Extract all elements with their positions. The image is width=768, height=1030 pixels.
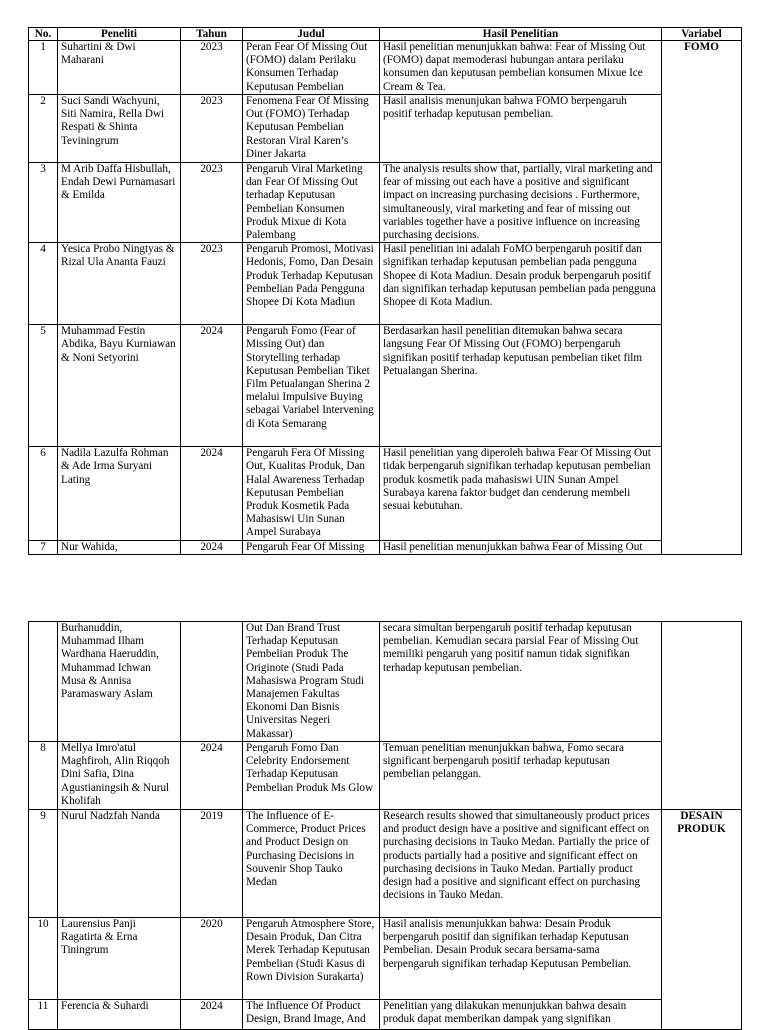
cell-tahun: 2023 xyxy=(181,41,243,95)
cell-peneliti: Burhanuddin, Muhammad Ilham Wardhana Haeruddin, Muhammad Ichwan Musa & Annisa Paramaswary Aslam xyxy=(58,622,181,742)
cell-hasil: Hasil penelitian menunjukkan bahwa Fear of Missing Out xyxy=(380,541,662,555)
cell-no: 10 xyxy=(29,918,58,1000)
cell-tahun: 2024 xyxy=(181,742,243,810)
cell-hasil: Berdasarkan hasil penelitian ditemukan bahwa secara langsung Fear Of Missing Out (FOMO) berpengaruh signifikan positif terhadap keputusan pembelian tiket film Petualangan Sherina. xyxy=(380,325,662,447)
cell-peneliti: Muhammad Festin Abdika, Bayu Kurniawan & Noni Setyorini xyxy=(58,325,181,447)
cell-tahun: 2023 xyxy=(181,163,243,243)
cell-tahun: 2024 xyxy=(181,1000,243,1030)
cell-no: 3 xyxy=(29,163,58,243)
table-row xyxy=(29,1000,742,1030)
table-row xyxy=(29,243,742,325)
header-hasil: Hasil Penelitian xyxy=(380,28,662,41)
cell-judul: Pengaruh Fear Of Missing xyxy=(243,541,380,555)
cell-tahun: 2024 xyxy=(181,447,243,541)
header-variabel: Variabel xyxy=(662,28,742,41)
cell-tahun: 2020 xyxy=(181,918,243,1000)
cell-no: 11 xyxy=(29,1000,58,1030)
table-row xyxy=(29,810,742,918)
table-page-2 xyxy=(28,621,741,1030)
cell-hasil: Research results showed that simultaneously product prices and product design have a positive and significant effect on purchasing decisions in Tauko Medan. Partially the price of products partially had a positive and significant effect on purchasing decisions in Tauko Medan. Partially product design had a positive and significant effect on purchasing decisions in Tauko Medan. xyxy=(380,810,662,918)
cell-judul: Fenomena Fear Of Missing Out (FOMO) Terhadap Keputusan Pembelian Restoran Viral Karen’s Diner Jakarta xyxy=(243,95,380,163)
cell-peneliti: Nadila Lazulfa Rohman & Ade Irma Suryani Lating xyxy=(58,447,181,541)
cell-judul: The Influence of E-Commerce, Product Prices and Product Design on Purchasing Decisions in Souvenir Shop Tauko Medan xyxy=(243,810,380,918)
cell-judul: Pengaruh Fera Of Missing Out, Kualitas Produk, Dan Halal Awareness Terhadap Keputusan Pembelian Produk Kosmetik Pada Mahasiswi Uin Sunan Ampel Surabaya xyxy=(243,447,380,541)
cell-tahun: 2024 xyxy=(181,325,243,447)
cell-judul: Pengaruh Promosi, Motivasi Hedonis, Fomo, Dan Desain Produk Terhadap Keputusan Pembelian Pada Pengguna Shopee Di Kota Madiun xyxy=(243,243,380,325)
cell-peneliti: Laurensius Panji Ragatirta & Erna Tiningrum xyxy=(58,918,181,1000)
table-row xyxy=(29,622,742,742)
cell-hasil: Hasil analisis menunjukan bahwa FOMO berpengaruh positif terhadap keputusan pembelian. xyxy=(380,95,662,163)
cell-tahun: 2024 xyxy=(181,541,243,555)
research-table-2 xyxy=(28,621,742,1030)
cell-hasil: Temuan penelitian menunjukkan bahwa, Fomo secara significant berpengaruh positif terhadap keputusan pembelian pelanggan. xyxy=(380,742,662,810)
table-page-1 xyxy=(28,27,741,555)
cell-variabel-fomo: FOMO xyxy=(662,41,742,555)
cell-no xyxy=(29,622,58,742)
table-row xyxy=(29,41,742,95)
cell-peneliti: Suhartini & Dwi Maharani xyxy=(58,41,181,95)
cell-variabel-fomo-cont xyxy=(662,622,742,810)
cell-hasil: Hasil penelitian ini adalah FoMO berpengaruh positif dan signifikan terhadap keputusan pembelian pada pengguna Shopee di Kota Madiun. Desain produk berpengaruh positif dan signifikan terhadap keputusan pembelian pada pengguna Shopee di Kota Madiun. xyxy=(380,243,662,325)
cell-no: 9 xyxy=(29,810,58,918)
cell-no: 6 xyxy=(29,447,58,541)
header-peneliti: Peneliti xyxy=(58,28,181,41)
cell-judul: Peran Fear Of Missing Out (FOMO) dalam Perilaku Konsumen Terhadap Keputusan Pembelian xyxy=(243,41,380,95)
cell-peneliti: Nur Wahida, xyxy=(58,541,181,555)
cell-no: 1 xyxy=(29,41,58,95)
table-header-row xyxy=(29,28,742,41)
cell-no: 2 xyxy=(29,95,58,163)
table-row xyxy=(29,163,742,243)
table-row xyxy=(29,447,742,541)
cell-no: 8 xyxy=(29,742,58,810)
cell-hasil: Hasil analisis menunjukkan bahwa: Desain Produk berpengaruh positif dan signifikan terhadap Keputusan Pembelian. Desain Produk secara bersama-sama berpengaruh signifikan terhadap Keputusan Pembelian. xyxy=(380,918,662,1000)
cell-peneliti: Suci Sandi Wachyuni, Siti Namira, Rella Dwi Respati & Shinta Teviningrum xyxy=(58,95,181,163)
header-tahun: Tahun xyxy=(181,28,243,41)
cell-peneliti: M Arib Daffa Hisbullah, Endah Dewi Purnamasari & Emilda xyxy=(58,163,181,243)
cell-judul: Pengaruh Fomo Dan Celebrity Endorsement Terhadap Keputusan Pembelian Produk Ms Glow xyxy=(243,742,380,810)
table-row xyxy=(29,918,742,1000)
cell-hasil: Hasil penelitian menunjukkan bahwa: Fear of Missing Out (FOMO) dapat memoderasi hubungan antara perilaku konsumen dan keputusan pembelian konsumen Mixue Ice Cream & Tea. xyxy=(380,41,662,95)
cell-judul: The Influence Of Product Design, Brand Image, And xyxy=(243,1000,380,1030)
cell-judul: Pengaruh Fomo (Fear of Missing Out) dan Storytelling terhadap Keputusan Pembelian Tiket Film Petualangan Sherina 2 melalui Impulsive Buying sebagai Variabel Intervening di Kota Semarang xyxy=(243,325,380,447)
cell-judul: Out Dan Brand Trust Terhadap Keputusan Pembelian Produk The Originote (Studi Pada Mahasiswa Program Studi Manajemen Fakultas Ekonomi Dan Bisnis Universitas Negeri Makassar) xyxy=(243,622,380,742)
cell-tahun: 2019 xyxy=(181,810,243,918)
table-row xyxy=(29,325,742,447)
cell-tahun: 2023 xyxy=(181,243,243,325)
header-no: No. xyxy=(29,28,58,41)
cell-peneliti: Ferencia & Suhardi xyxy=(58,1000,181,1030)
cell-hasil: Hasil penelitian yang diperoleh bahwa Fear Of Missing Out tidak berpengaruh signifikan terhadap keputusan pembelian produk kosmetik pada mahasiswi UIN Sunan Ampel Surabaya karena faktor budget dan cenderung membeli sesuai kebutuhan. xyxy=(380,447,662,541)
cell-peneliti: Nurul Nadzfah Nanda xyxy=(58,810,181,918)
cell-variabel-desain-produk xyxy=(662,810,742,1030)
cell-hasil: Penelitian yang dilakukan menunjukkan bahwa desain produk dapat memberikan dampak yang signifikan xyxy=(380,1000,662,1030)
cell-peneliti: Mellya Imro'atul Maghfiroh, Alin Riqqoh Dini Safia, Dina Agustianingsih & Nurul Kholifah xyxy=(58,742,181,810)
table-row xyxy=(29,742,742,810)
cell-no: 7 xyxy=(29,541,58,555)
cell-tahun xyxy=(181,622,243,742)
research-table-1 xyxy=(28,27,742,555)
cell-no: 4 xyxy=(29,243,58,325)
cell-peneliti: Yesica Probo Ningtyas & Rizal Ula Ananta Fauzi xyxy=(58,243,181,325)
table-row xyxy=(29,95,742,163)
table-row xyxy=(29,541,742,555)
cell-judul: Pengaruh Atmosphere Store, Desain Produk, Dan Citra Merek Terhadap Keputusan Pembelian (Studi Kasus di Rown Division Surakarta) xyxy=(243,918,380,1000)
variabel-desain-label: DESAIN PRODUK xyxy=(677,810,726,836)
cell-hasil: The analysis results show that, partially, viral marketing and fear of missing out each have a positive and significant impact on increasing purchasing decisions . Furthermore, simultaneously, viral marketing and fear of missing out variables together have a positive influence on increasing purchasing decisions. xyxy=(380,163,662,243)
cell-hasil: secara simultan berpengaruh positif terhadap keputusan pembelian. Kemudian secara parsial Fear of Missing Out memiliki pengaruh yang positif namun tidak signifikan terhadap keputusan pembelian. xyxy=(380,622,662,742)
cell-no: 5 xyxy=(29,325,58,447)
cell-tahun: 2023 xyxy=(181,95,243,163)
header-judul: Judul xyxy=(243,28,380,41)
cell-judul: Pengaruh Viral Marketing dan Fear Of Missing Out terhadap Keputusan Pembelian Konsumen Produk Mixue di Kota Palembang xyxy=(243,163,380,243)
